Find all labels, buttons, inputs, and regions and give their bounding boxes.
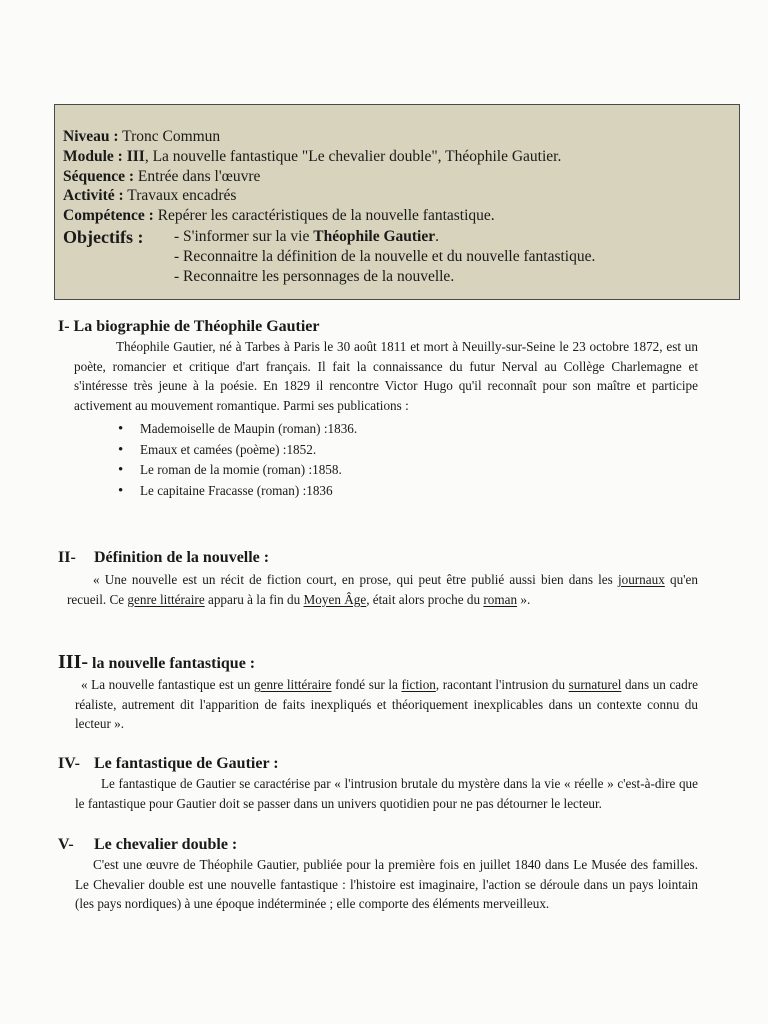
lesson-header-box — [54, 104, 740, 300]
link-moyen-age[interactable]: Moyen Âge — [303, 591, 367, 607]
link-genre-litteraire[interactable]: genre littéraire — [127, 591, 205, 607]
link-surnaturel[interactable]: surnaturel — [568, 677, 622, 692]
section-nouvelle-fantastique — [58, 651, 698, 734]
list-item: • Mademoiselle de Maupin (roman) :1836. — [118, 419, 698, 440]
section-chevalier-double — [58, 836, 698, 914]
link-fiction[interactable]: fiction — [401, 677, 436, 692]
section-definition-nouvelle — [58, 549, 698, 609]
publications-list — [58, 419, 698, 501]
activite-line: Activité : Travaux encadrés — [63, 187, 237, 205]
section-paragraph: C'est une œuvre de Théophile Gautier, publiée pour la première fois en juillet 1840 dans Le Musée des familles. Le Chevalier double est une nouvelle fantastique : l'histoire est imaginaire, l'action se déroule dans un pays lointain (les pays nordiques) à une époque indéterminée ; elle comporte des éléments merveilleux. — [75, 857, 698, 912]
module-line: Module : III, La nouvelle fantastique "Le chevalier double", Théophile Gautier. — [63, 147, 562, 165]
section-paragraph: « La nouvelle fantastique est un genre littéraire fondé sur la fiction, racontant l'intrusion du surnaturel dans un cadre réaliste, autrement dit l'apparition de faits inexpliqués et théoriquement inexplicables dans un contexte connu du lecteur ». — [75, 677, 698, 732]
objectifs-label: Objectifs : — [63, 226, 144, 247]
link-journaux[interactable]: journaux — [617, 572, 665, 587]
competence-line: Compétence : Repérer les caractéristiques de la nouvelle fantastique. — [63, 207, 495, 225]
objectifs-list — [174, 227, 595, 287]
section-paragraph: Théophile Gautier, né à Tarbes à Paris le 30 août 1811 et mort à Neuilly-sur-Seine le 23 octobre 1872, est un poète, romancier et critique d'art français. Il fait la connaissance du futur Nerval au Collège Charlemagne et s'intéresse très jeune à la poésie. En 1829 il rencontre Victor Hugo qu'il reconnaît pour son maître et participe activement au mouvement romantique. Parmi ses publications : — [74, 339, 698, 413]
list-item: • Le roman de la momie (roman) :1858. — [118, 460, 698, 481]
link-roman[interactable]: roman — [483, 591, 518, 607]
section-paragraph: « Une nouvelle est un récit de fiction court, en prose, qui peut être publié aussi bien dans les journaux qu'en recueil. Ce genre littéraire apparu à la fin du Moyen Âge, était alors proche du roman ». — [67, 572, 698, 607]
list-item: • Emaux et camées (poème) :1852. — [118, 440, 698, 461]
section-title: I- La biographie de Théophile Gautier — [58, 318, 320, 335]
objectif-2: - Reconnaitre la définition de la nouvelle et du nouvelle fantastique. — [174, 247, 596, 265]
section-fantastique-gautier — [58, 755, 698, 813]
section-title: III- la nouvelle fantastique : — [58, 651, 256, 673]
sequence-line: Séquence : Entrée dans l'œuvre — [63, 167, 261, 185]
section-paragraph: Le fantastique de Gautier se caractérise par « l'intrusion brutale du mystère dans la vie « réelle » c'est-à-dire que le fantastique pour Gautier doit se passer dans un univers quotidien pour ne pas détourner le lecteur. — [75, 776, 698, 811]
niveau-line: Niveau : Tronc Commun — [63, 128, 221, 145]
objectif-3: - Reconnaitre les personnages de la nouvelle. — [174, 267, 455, 285]
section-title: IV- Le fantastique de Gautier : — [58, 755, 279, 772]
link-genre-litteraire[interactable]: genre littéraire — [254, 677, 332, 692]
section-title: V- Le chevalier double : — [58, 836, 238, 853]
section-biographie — [58, 318, 698, 501]
objectif-1: - S'informer sur la vie Théophile Gautier. — [174, 227, 439, 245]
list-item: • Le capitaine Fracasse (roman) :1836 — [118, 481, 698, 502]
section-title: II- Définition de la nouvelle : — [58, 549, 270, 566]
objectifs-block — [63, 227, 739, 287]
